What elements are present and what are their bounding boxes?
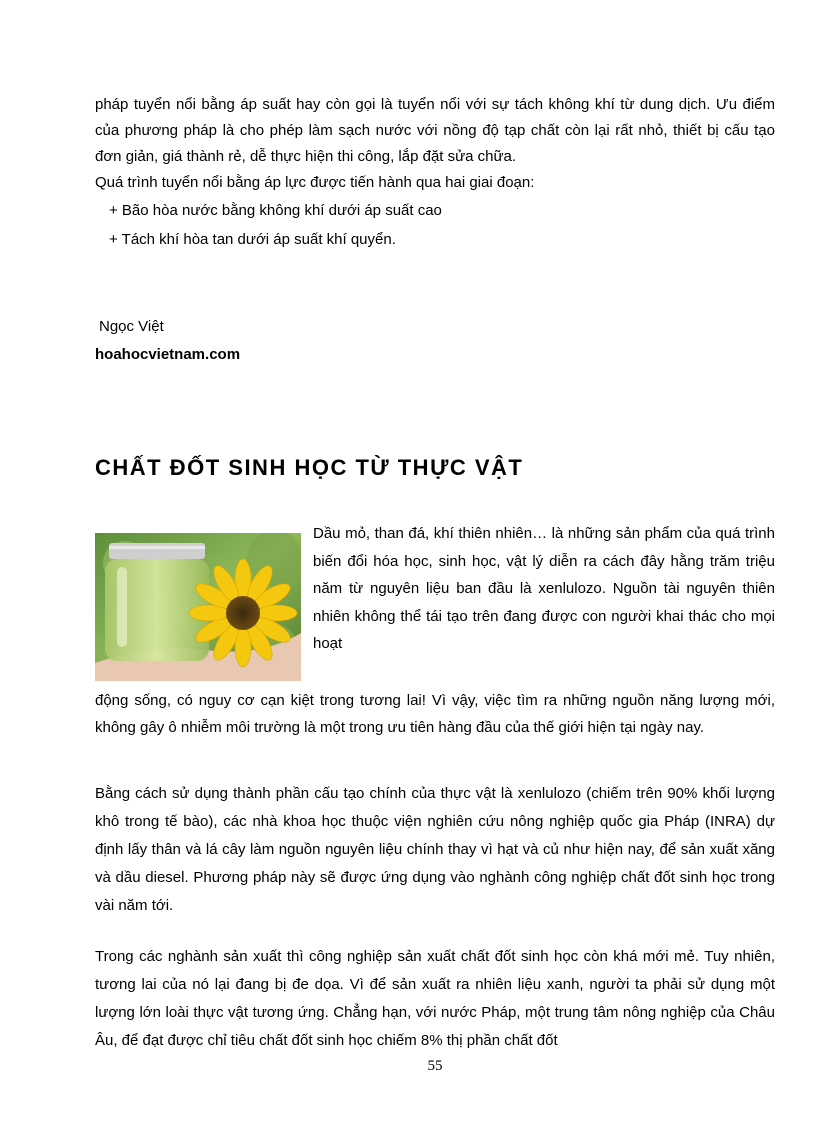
body-paragraph: Trong các nghành sản xuất thì công nghiệp sản xuất chất đốt sinh học còn khá mới mẻ. Tuy nhiên, tương lai của nó lại đang bị đe dọa. Vì để sản xuất ra nhiên liệu xanh, người ta phải sử dụng một lượng lớn loài thực vật tương ứng. Chẳng hạn, với nước Pháp, một trung tâm nông nghiệp của Châu Âu, để đạt được chỉ tiêu chất đốt sinh học chiếm 8% thị phần chất đốt (95, 948, 775, 1049)
intro-section (95, 92, 775, 254)
sunflower-jar-photo (95, 533, 301, 681)
source-site: hoahocvietnam.com (95, 346, 241, 363)
article-title: CHẤT ĐỐT SINH HỌC TỪ THỰC VẬT (95, 455, 524, 480)
intro-paragraph: pháp tuyển nổi bằng áp suất hay còn gọi là tuyển nổi với sự tách không khí từ dung dịch. Ưu điểm của phương pháp là cho phép làm sạch nước với nồng độ tạp chất còn lại rất nhỏ, thiết bị cấu tạo đơn giản, giá thành rẻ, dễ thực hiện thi công, lắp đặt sửa chữa. (95, 96, 775, 165)
continuation-paragraph: động sống, có nguy cơ cạn kiệt trong tương lai! Vì vậy, việc tìm ra những nguồn năng lượng mới, không gây ô nhiễm môi trường là một trong ưu tiên hàng đầu của thế giới hiện tại ngày nay. (95, 692, 775, 736)
intro-float-paragraph: Dầu mỏ, than đá, khí thiên nhiên… là những sản phẩm của quá trình biến đổi hóa học, sinh học, vật lý diễn ra cách đây hằng trăm triệu năm từ nguyên liệu ban đầu là xenlulozo. Nguồn tài nguyên thiên nhiên không thể tái tạo trên đang được con người khai thác cho mọi hoạt (313, 525, 775, 652)
process-line: Quá trình tuyển nổi bằng áp lực được tiến hành qua hai giai đoạn: (95, 174, 535, 191)
step-item: + Tách khí hòa tan dưới áp suất khí quyển. (109, 231, 396, 248)
body-paragraph: Bằng cách sử dụng thành phần cấu tạo chính của thực vật là xenlulozo (chiếm trên 90% khối lượng khô trong tế bào), các nhà khoa học thuộc viện nghiên cứu nông nghiệp quốc gia Pháp (INRA) dự định lấy thân và lá cây làm nguồn nguyên liệu chính thay vì hạt và củ như hiện nay, để sản xuất xăng và dầu diesel. Phương pháp này sẽ được ứng dụng vào nghành công nghiệp chất đốt sinh học trong vài năm tới. (95, 785, 775, 914)
author-name: Ngọc Việt (99, 318, 164, 335)
page-number: 55 (427, 1058, 443, 1074)
step-item: + Bão hòa nước bằng không khí dưới áp suất cao (109, 202, 442, 219)
